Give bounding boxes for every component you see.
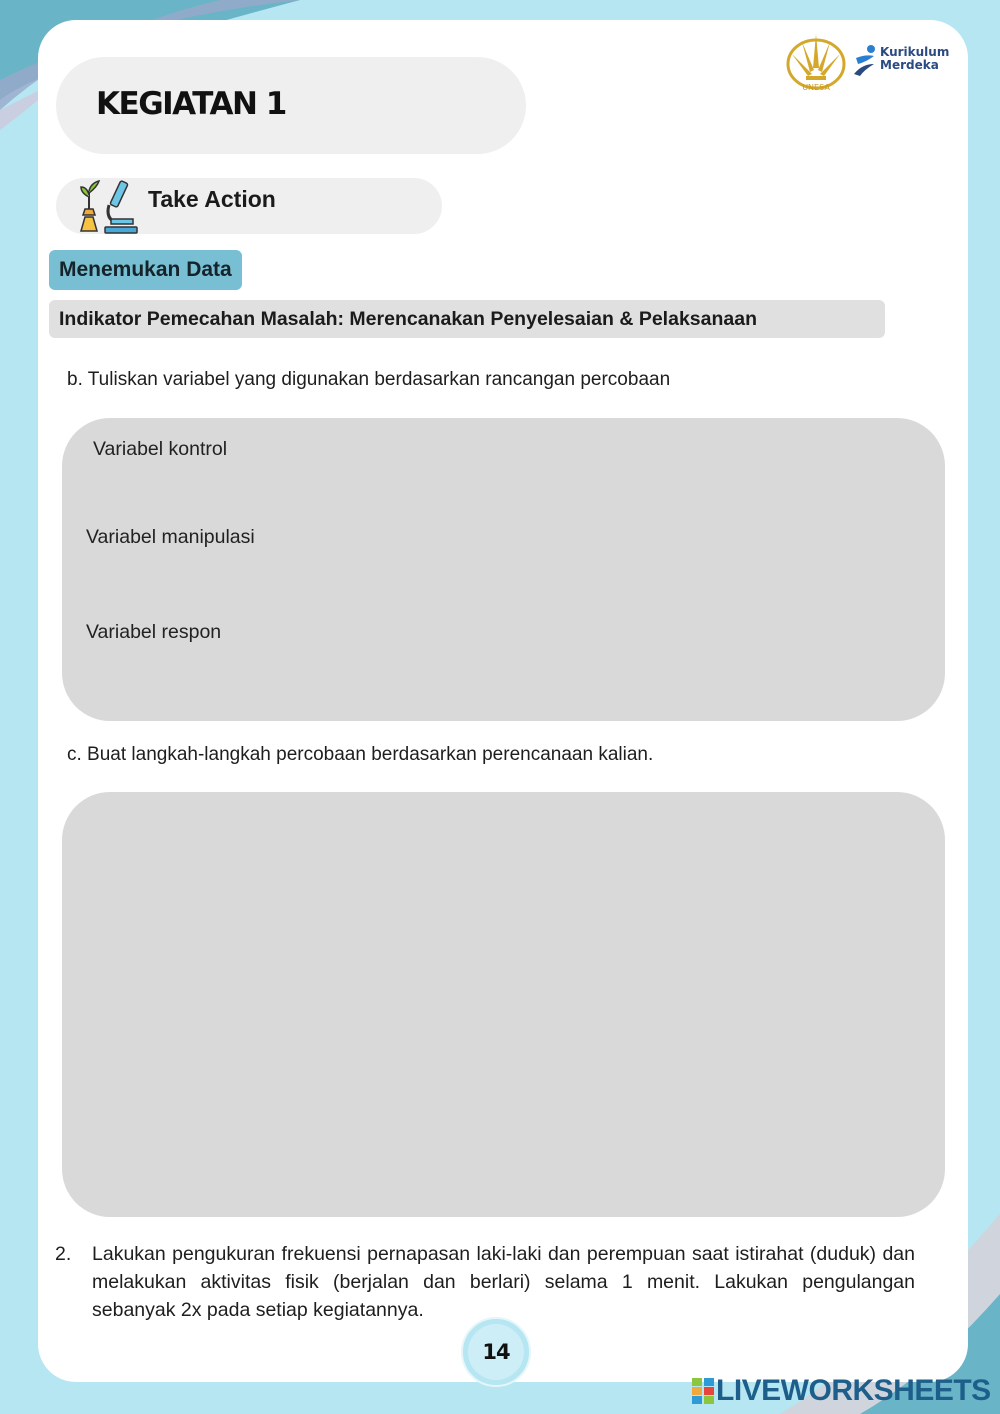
take-action-label: Take Action (148, 186, 276, 212)
page-number-badge (461, 1317, 531, 1387)
question-b-text: b. Tuliskan variabel yang digunakan berdasarkan rancangan percobaan (67, 369, 671, 390)
variabel-kontrol-label: Variabel kontrol (93, 438, 228, 460)
instruction-item-2 (55, 1240, 915, 1324)
kurikulum-merdeka-logo-icon (852, 44, 878, 78)
variables-answer-box[interactable] (62, 418, 945, 721)
liveworksheets-text: LIVEWORKSHEETS (716, 1374, 991, 1407)
question-c-text: c. Buat langkah-langkah percobaan berdasarkan perencanaan kalian. (67, 744, 654, 765)
page-title: KEGIATAN 1 (96, 86, 286, 122)
kurikulum-text: Kurikulum (880, 45, 950, 59)
unesa-logo-text: UNESA (802, 83, 830, 92)
variabel-respon-label: Variabel respon (86, 621, 222, 643)
variabel-manipulasi-label: Variabel manipulasi (86, 526, 255, 548)
langkah-percobaan-answer-box[interactable] (62, 792, 945, 1217)
indikator-badge: Indikator Pemecahan Masalah: Merencanakan Penyelesaian & Pelaksanaan (49, 300, 885, 338)
liveworksheets-grid-icon (692, 1378, 714, 1404)
item-2-text: Lakukan pengukuran frekuensi pernapasan laki-laki dan perempuan saat istirahat (duduk) dan melakukan aktivitas fisik (berjalan dan berlari) selama 1 menit. Lakukan pengulangan sebanyak 2x pada setiap kegiatannya. (92, 1243, 915, 1321)
item-number: 2. (55, 1243, 72, 1265)
kurikulum-merdeka-logo-text (880, 46, 949, 72)
liveworksheets-watermark (692, 1374, 991, 1408)
menemukan-data-badge: Menemukan Data (49, 250, 242, 290)
merdeka-text: Merdeka (880, 58, 939, 72)
page-number: 14 (468, 1324, 524, 1380)
microscope-plant-icon (77, 175, 139, 237)
